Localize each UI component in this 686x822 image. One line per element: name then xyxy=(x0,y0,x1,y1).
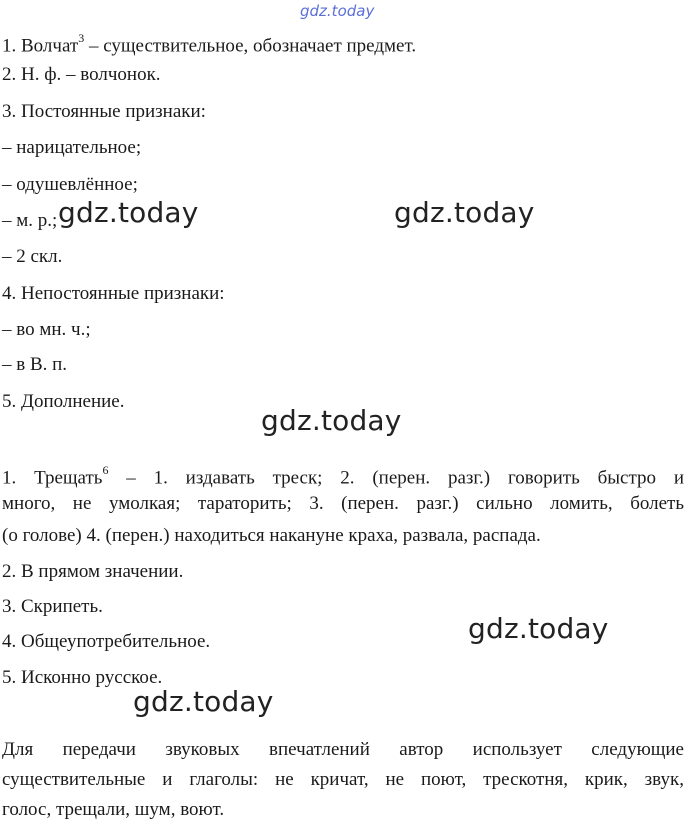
line-author-3: голос, трещали, шум, воют. xyxy=(2,799,225,820)
line-initial-form: 2. Н. ф. – волчонок. xyxy=(2,64,161,85)
line-common-noun: – нарицательное; xyxy=(2,137,142,158)
line-direct-meaning: 2. В прямом значении. xyxy=(2,561,184,582)
volchat-desc: – существительное, обозначает предмет. xyxy=(84,35,417,57)
line-variable-features: 4. Непостоянные признаки: xyxy=(2,283,225,304)
line-treshchat-1 xyxy=(2,460,684,490)
line-author-1: Для передачи звуковых впечатлений автор использует следующие xyxy=(2,739,684,760)
watermark-5: gdz.today xyxy=(133,685,274,718)
footnote-mark-6: 6 xyxy=(102,463,109,477)
line-constant-features: 3. Постоянные признаки: xyxy=(2,101,206,122)
watermark-3: gdz.today xyxy=(261,404,402,437)
line-declension: – 2 скл. xyxy=(2,246,63,267)
line-common-use: 4. Общеупотребительное. xyxy=(2,631,211,652)
line-plural: – во мн. ч.; xyxy=(2,319,91,340)
footnote-mark: 3 xyxy=(78,31,85,45)
line-treshchat-3: (о голове) 4. (перен.) находиться накануне краха, развала, распада. xyxy=(2,525,541,546)
volchat-text: 1. Волчат xyxy=(2,35,79,57)
treshchat-meaning: – 1. издавать треск; 2. (перен. разг.) говорить быстро и xyxy=(108,467,684,489)
line-gender: – м. р.; xyxy=(2,210,58,231)
line-treshchat-2: много, не умолкая; тараторить; 3. (перен. разг.) сильно ломить, болеть xyxy=(2,493,684,514)
line-author-2: существительные и глаголы: не кричат, не поют, трескотня, крик, звук, xyxy=(2,769,684,790)
watermark-2: gdz.today xyxy=(394,196,535,229)
line-case: – в В. п. xyxy=(2,354,68,375)
line-origin: 5. Исконно русское. xyxy=(2,667,163,688)
line-function: 5. Дополнение. xyxy=(2,391,125,412)
line-volchat xyxy=(2,28,416,58)
watermark-4: gdz.today xyxy=(468,612,609,645)
top-watermark: gdz.today xyxy=(300,2,375,20)
line-synonym: 3. Скрипеть. xyxy=(2,596,103,617)
watermark-1: gdz.today xyxy=(58,196,199,229)
treshchat-word: 1. Трещать xyxy=(2,467,103,489)
line-animate: – одушевлённое; xyxy=(2,174,138,195)
